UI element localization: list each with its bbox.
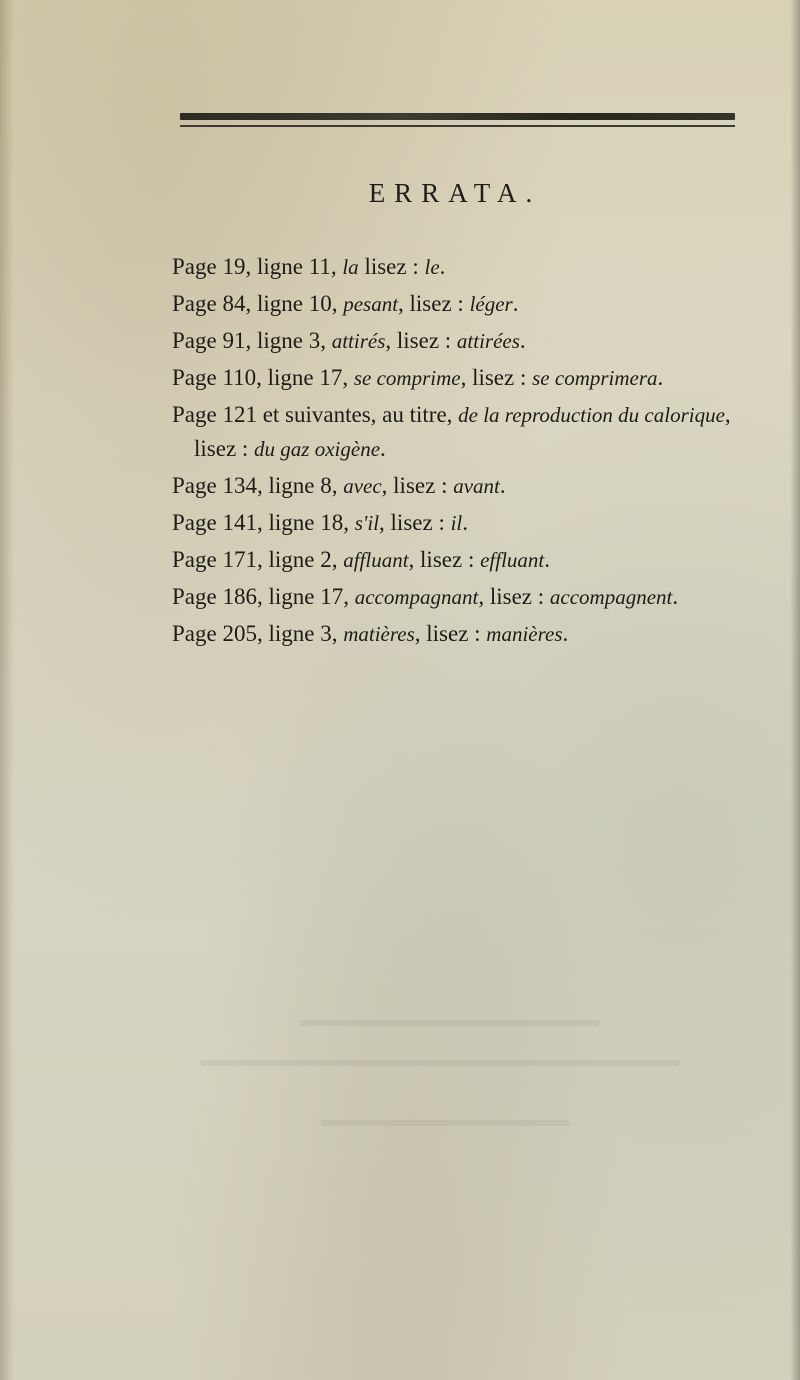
correct-word: léger bbox=[469, 292, 513, 316]
entry-period: . bbox=[462, 510, 469, 535]
lisez-label: , lisez : bbox=[385, 328, 457, 353]
entry-location: Page 110, ligne 17, bbox=[172, 365, 354, 390]
lisez-label: , lisez : bbox=[460, 365, 533, 390]
errata-heading: ERRATA. bbox=[368, 178, 542, 208]
errata-entry bbox=[172, 361, 742, 395]
lisez-label: , lisez : bbox=[478, 584, 550, 609]
wrong-word: affluant bbox=[343, 548, 409, 572]
entry-location: Page 19, ligne 11, bbox=[172, 254, 343, 279]
errata-entry bbox=[172, 398, 742, 466]
errata-entry bbox=[172, 469, 742, 503]
correct-word: accompagnent bbox=[549, 585, 673, 609]
errata-entry bbox=[172, 287, 742, 321]
errata-entry bbox=[172, 580, 742, 614]
entry-period: . bbox=[657, 365, 664, 390]
double-rule-ornament bbox=[180, 113, 735, 137]
errata-entry bbox=[172, 324, 742, 358]
correct-word: attirées bbox=[456, 329, 520, 353]
entry-period: . bbox=[544, 547, 551, 572]
wrong-word: se comprime bbox=[353, 366, 461, 390]
correct-word: il bbox=[450, 511, 463, 535]
entry-period: . bbox=[380, 436, 386, 461]
wrong-word: attirés bbox=[331, 329, 386, 353]
errata-entry bbox=[172, 506, 742, 540]
entry-location: Page 121 et suivantes, au titre, bbox=[172, 402, 459, 427]
correct-word: se comprimera bbox=[532, 366, 658, 390]
errata-entry bbox=[172, 543, 742, 577]
entry-period: . bbox=[499, 473, 506, 498]
errata-list bbox=[172, 250, 742, 654]
lisez-label: , lisez : bbox=[381, 473, 454, 498]
wrong-word: matières bbox=[343, 622, 415, 646]
wrong-word: s'il bbox=[354, 511, 380, 535]
entry-period: . bbox=[519, 328, 526, 353]
correct-word: effluant bbox=[480, 548, 545, 572]
entry-location: Page 91, ligne 3, bbox=[172, 328, 332, 353]
wrong-word: la bbox=[342, 255, 359, 279]
lisez-label: , lisez : bbox=[379, 510, 451, 535]
entry-location: Page 171, ligne 2, bbox=[172, 547, 344, 572]
entry-location: Page 84, ligne 10, bbox=[172, 291, 344, 316]
correct-word: avant bbox=[453, 474, 500, 498]
lisez-label: , lisez : bbox=[398, 291, 470, 316]
correct-word: le bbox=[424, 255, 440, 279]
correct-word: du gaz oxigène bbox=[254, 437, 381, 461]
lisez-label: , lisez : bbox=[408, 547, 481, 572]
wrong-word: accompagnant bbox=[354, 585, 479, 609]
lisez-label: lisez : bbox=[358, 254, 425, 279]
wrong-word: de la reproduction du calorique bbox=[458, 403, 725, 427]
entry-period: . bbox=[672, 584, 679, 609]
lisez-label: , lisez : bbox=[194, 402, 731, 461]
lisez-label: , lisez : bbox=[414, 621, 487, 646]
entry-location: Page 205, ligne 3, bbox=[172, 621, 344, 646]
entry-location: Page 141, ligne 18, bbox=[172, 510, 355, 535]
show-through-text bbox=[140, 980, 700, 1180]
wrong-word: pesant bbox=[343, 292, 399, 316]
entry-period: . bbox=[512, 291, 519, 316]
entry-location: Page 186, ligne 17, bbox=[172, 584, 355, 609]
entry-period: . bbox=[439, 254, 446, 279]
thick-rule bbox=[180, 113, 735, 120]
errata-entry bbox=[172, 250, 742, 284]
wrong-word: avec bbox=[343, 474, 382, 498]
thin-rule bbox=[180, 125, 735, 127]
entry-location: Page 134, ligne 8, bbox=[172, 473, 344, 498]
entry-period: . bbox=[562, 621, 569, 646]
errata-entry bbox=[172, 617, 742, 651]
correct-word: manières bbox=[486, 622, 563, 646]
